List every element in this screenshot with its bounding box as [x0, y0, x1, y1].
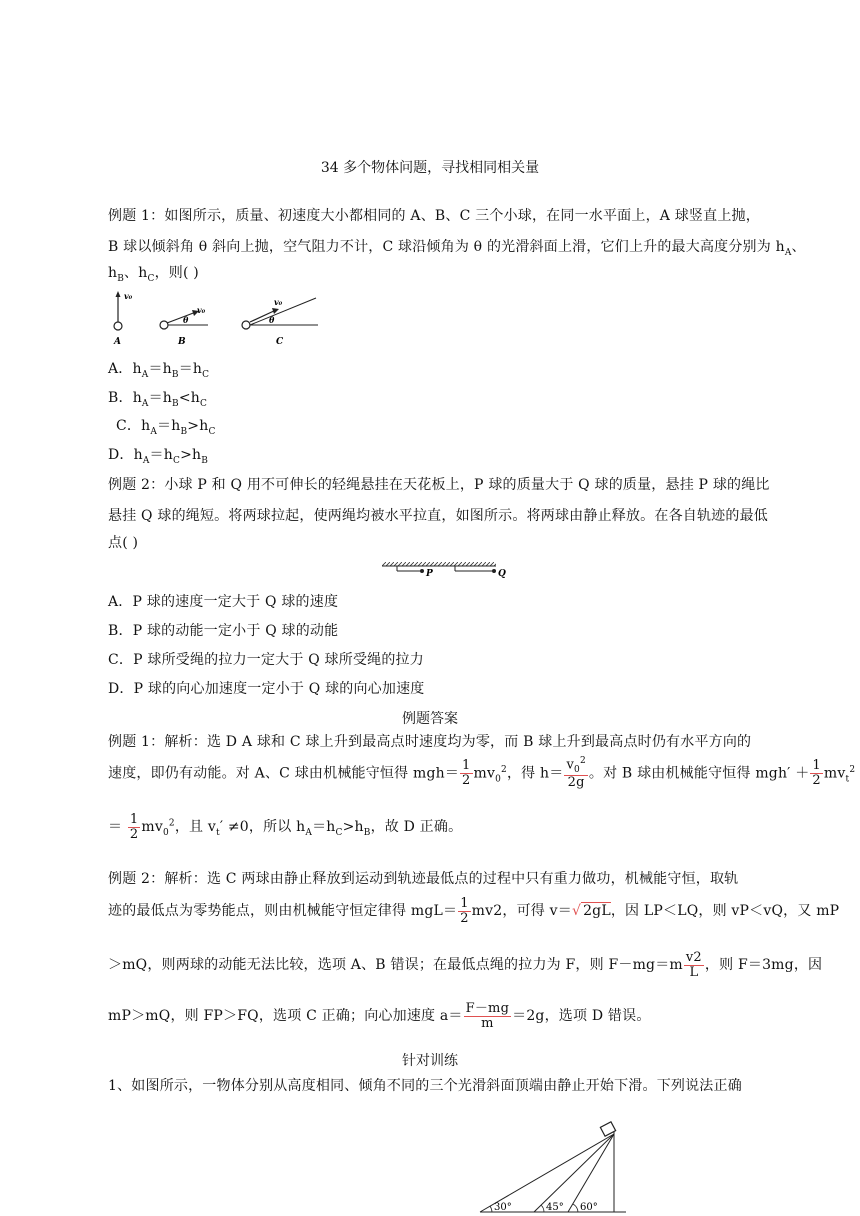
svg-text:θ: θ — [183, 315, 189, 325]
ceiling — [382, 562, 496, 566]
ex2-question-line: 点( ) — [108, 535, 139, 551]
svg-text:v₀: v₀ — [274, 297, 283, 307]
v0-label: v₀ — [124, 291, 133, 301]
inclines-figure — [474, 1118, 634, 1216]
answers-heading: 例题答案 — [402, 711, 458, 727]
label-b: B — [178, 337, 186, 347]
ex2-option-a: A．P 球的速度一定大于 Q 球的速度 — [108, 594, 339, 610]
answer1-line: 例题 1：解析：选 D A 球和 C 球上升到最高点时速度均为零，而 B 球上升到最高点时仍有水平方向的 — [108, 734, 752, 750]
practice-heading: 针对训练 — [402, 1053, 458, 1069]
ex2-option-d: D．P 球的向心加速度一定小于 Q 球的向心加速度 — [108, 681, 425, 697]
page-title: 34 多个物体问题，寻找相同相关量 — [320, 160, 540, 176]
label-a: A — [114, 337, 121, 347]
label-c: C — [276, 337, 284, 347]
label-q: Q — [498, 569, 506, 579]
answer1-line: ＝ $\frac{1}{2}$ $mv_0^2$，且 $v_t' \ne 0$，所以 $h_A=h_C>h_B$，故 D 正确。 — [108, 812, 463, 842]
svg-text:θ: θ — [269, 315, 275, 325]
ball-c-figure — [242, 297, 318, 347]
answer2-line: 迹的最低点为零势能点，则由机械能守恒定律得 mgL＝ $\frac{1}{2}$ mv2，可得 v＝√ 2gL，因 LP＜LQ，则 vP＜vQ，又 mP — [108, 896, 840, 926]
ex1-option-c: C．$h_A=h_B>h_C$ — [116, 418, 216, 437]
answer2-line: 例题 2：解析：选 C 两球由静止释放到运动到轨迹最低点的过程中只有重力做功，机械能守恒，取轨 — [108, 871, 739, 887]
answer2-line: mP＞mQ，则 FP＞FQ，选项 C 正确；向心加速度 a＝ $\frac{F-mg}{m}$ ＝2g，选项 D 错误。 — [108, 1001, 651, 1031]
angle-45-label: 45° — [546, 1202, 564, 1213]
ex2-option-c: C．P 球所受绳的拉力一定大于 Q 球所受绳的拉力 — [108, 652, 424, 668]
ball-a-figure — [113, 291, 133, 347]
ex1-question-line: 例题 1：如图所示，质量、初速度大小都相同的 A、B、C 三个小球，在同一水平面上，A 球竖直上抛， — [108, 208, 760, 224]
ex1-figure — [100, 288, 330, 348]
ex2-figure — [378, 558, 518, 582]
ex2-question-line: 例题 2：小球 P 和 Q 用不可伸长的轻绳悬挂在天花板上，P 球的质量大于 Q 球的质量，悬挂 P 球的绳比 — [108, 477, 770, 493]
practice-question-line: 1、如图所示，一物体分别从高度相同、倾角不同的三个光滑斜面顶端由静止开始下滑。下列说法正确 — [108, 1078, 742, 1094]
answer1-line: 速度，即仍有动能。对 A、C 球由机械能守恒得 mgh＝ $\frac{1}{2}$ $mv_0^2$，得 h＝ $\frac{v_0^2}{2g}$ 。对 B 球由机械能守恒得 mgh′ ＋ $\frac{1}{2}$ $mv_t^2$ — [108, 756, 856, 791]
angle-30-label: 30° — [494, 1202, 512, 1213]
ex1-option-b: B．$h_A=h_B<h_C$ — [108, 390, 208, 409]
svg-text:v₀: v₀ — [197, 305, 206, 315]
ball-b-figure — [160, 305, 208, 347]
ex2-option-b: B．P 球的动能一定小于 Q 球的动能 — [108, 623, 339, 639]
ex2-question-line: 悬挂 Q 球的绳短。将两球拉起，使两绳均被水平拉直，如图所示。将两球由静止释放。在各自轨迹的最低 — [108, 508, 768, 524]
ex1-option-d: D．$h_A=h_C>h_B$ — [108, 447, 209, 466]
angle-60-label: 60° — [580, 1202, 598, 1213]
label-p: P — [426, 569, 433, 579]
ex1-question-line: B 球以倾斜角 θ 斜向上抛，空气阻力不计，C 球沿倾角为 θ 的光滑斜面上滑，它们上升的最大高度分别为 $h_A$、 — [108, 239, 806, 258]
answer2-line: ＞mQ，则两球的动能无法比较，选项 A、B 错误；在最低点绳的拉力为 F，则 F－mg＝m $\frac{v2}{L}$ ，则 F＝3mg，因 — [108, 950, 823, 980]
ex1-option-a: A．$h_A=h_B=h_C$ — [108, 361, 210, 380]
ex1-question-line: $h_B$、$h_C$，则( ) — [108, 265, 199, 284]
